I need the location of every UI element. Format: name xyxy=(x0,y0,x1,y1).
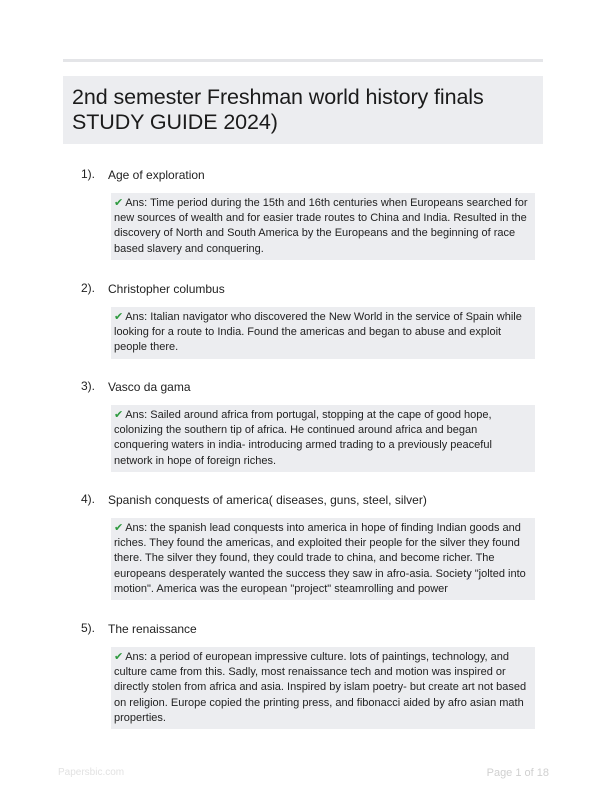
top-divider xyxy=(63,59,543,62)
question-item-5 xyxy=(81,621,536,724)
answer-text: Ans: Italian navigator who discovered the New World in the service of Spain while looking for a route to India. Found the americas and began to abuse and exploit people there. xyxy=(114,311,522,354)
question-text: Vasco da gama xyxy=(108,380,191,394)
question-item-4 xyxy=(81,492,536,595)
footer-watermark: Papersbic.com xyxy=(58,767,125,778)
question-item-2 xyxy=(81,281,536,354)
question-text: Age of exploration xyxy=(108,168,205,182)
title-banner xyxy=(63,76,543,144)
answer-text: Ans: Time period during the 15th and 16th centuries when Europeans searched for new sources of wealth and for easier trade routes to China and India. Resulted in the discovery of North and South America by the Europeans and the beginning of race based slavery and conquering. xyxy=(114,197,528,255)
page-title xyxy=(72,85,534,135)
check-icon: ✔ xyxy=(114,651,124,663)
answer-box xyxy=(111,405,535,472)
answer-text: Ans: Sailed around africa from portugal, stopping at the cape of good hope, colonizing the southern tip of africa. He continued around africa and began conquering waters in india- introducing armed trading to a previously peaceful network in hope of foreign riches. xyxy=(114,409,492,467)
question-number: 5). xyxy=(81,621,96,635)
check-icon: ✔ xyxy=(114,197,124,209)
answer-text: Ans: the spanish lead conquests into america in hope of finding Indian goods and riches. They found the americas, and exploited their people for the silver they found there. The silver they found, they could trade to china, and become richer. The europeans desperately wanted the success they saw in afro-asia. Society "jolted into motion". America was the european "project" steamrolling and power xyxy=(114,522,526,595)
question-text: Spanish conquests of america( diseases, guns, steel, silver) xyxy=(108,493,427,507)
question-item-1 xyxy=(81,167,536,255)
question-number: 4). xyxy=(81,492,96,506)
answer-box xyxy=(111,647,535,729)
check-icon: ✔ xyxy=(114,311,124,323)
page-indicator: Page 1 of 18 xyxy=(486,767,549,779)
check-icon: ✔ xyxy=(114,409,124,421)
answer-box xyxy=(111,193,535,260)
check-icon: ✔ xyxy=(114,522,124,534)
answer-box xyxy=(111,307,535,359)
answer-text: Ans: a period of european impressive culture. lots of paintings, technology, and culture came from this. Sadly, most renaissance tech and motion was inspired or directly stolen from africa and asia. Inspired by islam poetry- but create art not based on religion. Europe copied the printing press, and fibonacci aided by afro asian math properties. xyxy=(114,651,527,724)
question-number: 3). xyxy=(81,379,96,393)
question-text: The renaissance xyxy=(108,622,197,636)
question-number: 2). xyxy=(81,281,96,295)
question-item-3 xyxy=(81,379,536,467)
question-number: 1). xyxy=(81,167,96,181)
page-title-line-1: 2nd semester Freshman world history finals xyxy=(72,85,484,109)
question-text: Christopher columbus xyxy=(108,282,225,296)
page-title-line-2: STUDY GUIDE 2024) xyxy=(72,110,278,134)
answer-box xyxy=(111,518,535,600)
